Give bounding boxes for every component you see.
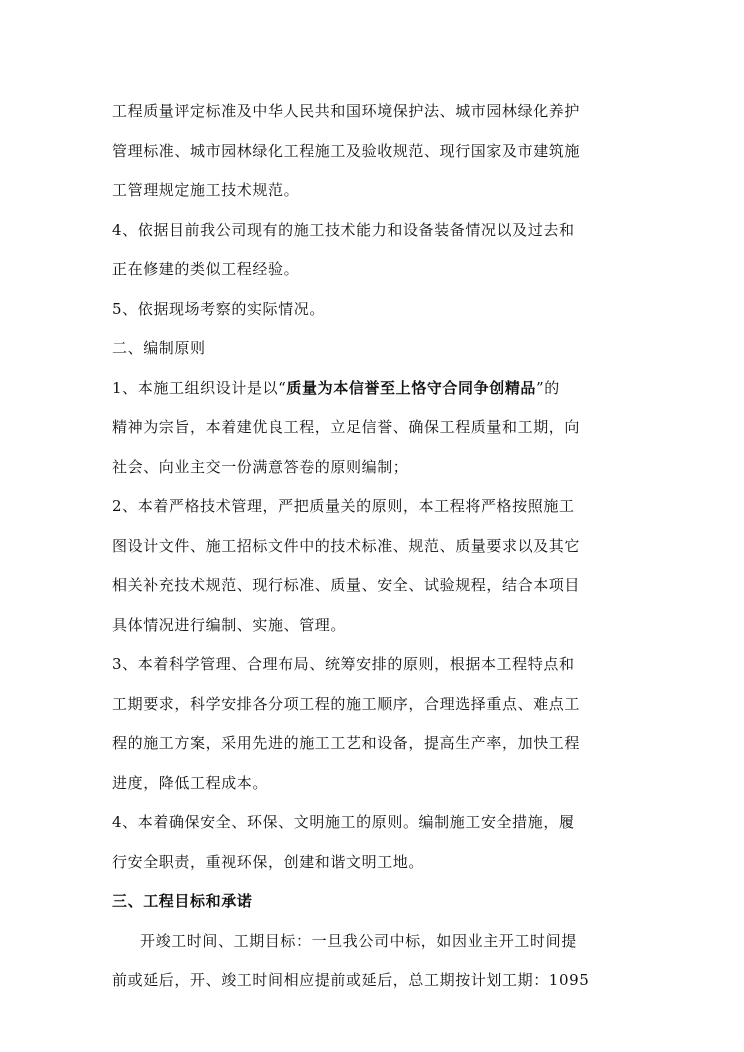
body-line-9: 精神为宗旨，本着建优良工程，立足信誉、确保工程质量和工期，向 [112,418,581,436]
body-line-16: 工期要求，科学安排各分项工程的施工顺序，合理选择重点、难点工 [112,694,581,713]
body-line-12: 图设计文件、施工招标文件中的技术标准、规范、质量要求以及其它 [112,536,581,555]
body-line-22: 开竣工时间、工期目标：一旦我公司中标，如因业主开工时间提 [140,931,577,950]
body-line-17: 程的施工方案，采用先进的施工工艺和设备，提高生产率，加快工程 [112,734,581,752]
body-line-10: 社会、向业主交一份满意答卷的原则编制； [112,457,409,476]
body-line-18: 进度，降低工程成本。 [112,773,269,792]
quote-suffix: ”的 [536,378,560,397]
body-line-2: 管理标准、城市园林绿化工程施工及验收规范、现行国家及市建筑施 [112,141,581,160]
body-line-13: 相关补充技术规范、现行标准、质量、安全、试验规程，结合本项目 [112,576,581,594]
body-line-15: 3、本着科学管理、合理布局、统筹安排的原则，根据本工程特点和 [112,655,575,673]
body-line-23: 前或延后，开、竣工时间相应提前或延后，总工期按计划工期：1095 [112,971,590,989]
body-line-14: 具体情况进行编制、实施、管理。 [112,615,347,634]
body-line-6: 5、依据现场考察的实际情况。 [112,299,325,318]
body-line-5: 正在修建的类似工程经验。 [112,260,300,278]
body-line-3: 工管理规定施工技术规范。 [112,181,300,199]
section-heading-2: 二、编制原则 [112,339,206,357]
body-line-8 [112,369,640,409]
body-line-19: 4、本着确保安全、环保、文明施工的原则。编制施工安全措施，履 [112,813,575,831]
section-heading-3: 三、工程目标和承诺 [112,892,253,910]
body-line-1: 工程质量评定标准及中华人民共和国环境保护法、城市园林绿化养护 [112,102,581,120]
body-line-11: 2、本着严格技术管理，严把质量关的原则，本工程将严格按照施工 [112,497,575,515]
quote-prefix: 1、本施工组织设计是以“ [112,378,287,397]
body-line-20: 行安全职责，重视环保，创建和谐文明工地。 [112,852,425,871]
quote-emphasis: 质量为本信誉至上恪守合同争创精品 [286,378,537,397]
body-line-4: 4、依据目前我公司现有的施工技术能力和设备装备情况以及过去和 [112,220,575,239]
document-page [112,92,640,1001]
